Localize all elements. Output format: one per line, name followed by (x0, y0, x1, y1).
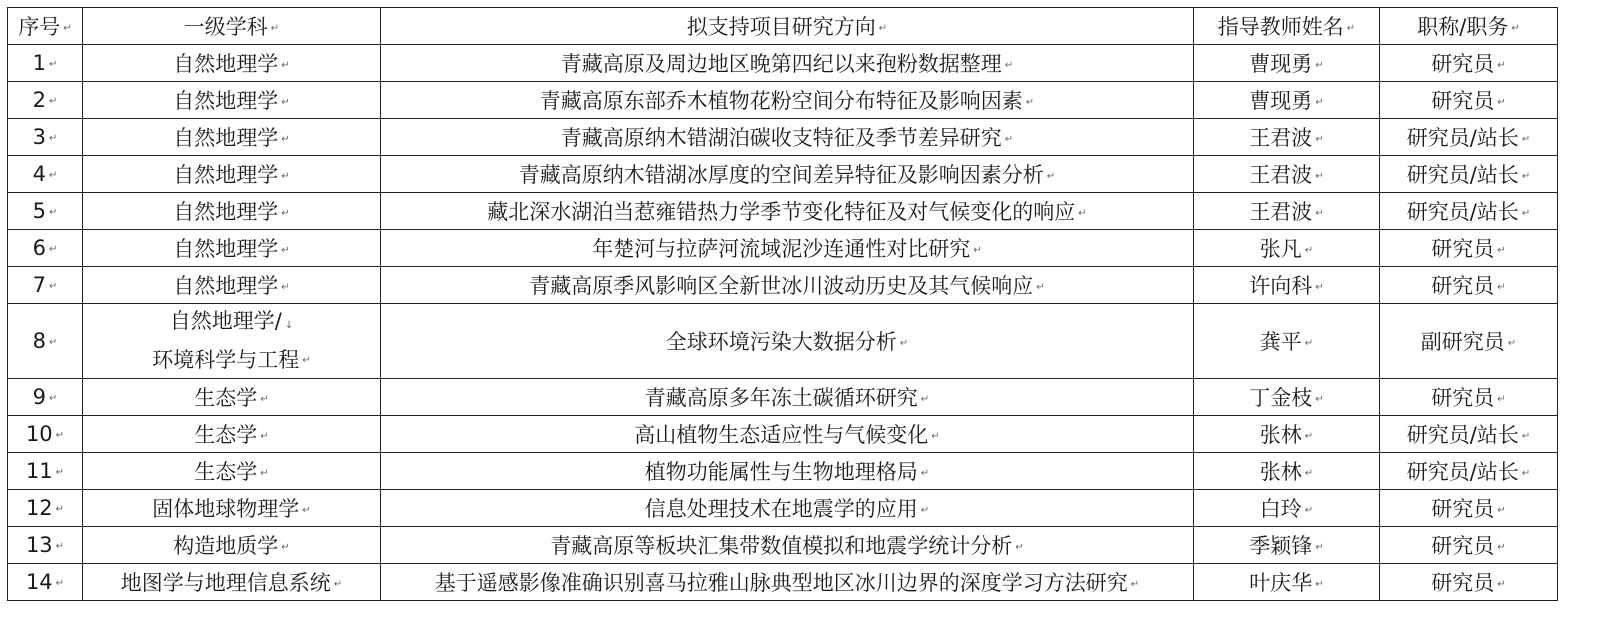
table-header-row (8, 8, 1558, 45)
cell-title: 研究员 ↵ (1380, 379, 1558, 416)
cell-teacher: 季颖锋 ↵ (1194, 527, 1380, 564)
document-page (7, 7, 1558, 601)
cell-subject: 自然地理学 ↵ (83, 267, 381, 304)
cell-subject: 自然地理学 ↵ (83, 45, 381, 82)
cell-no: 13 ↵ (8, 527, 83, 564)
cell-direction: 青藏高原纳木错湖冰厚度的空间差异特征及影响因素分析 ↵ (381, 156, 1194, 193)
table-row (8, 45, 1558, 82)
cell-direction: 青藏高原等板块汇集带数值模拟和地震学统计分析 ↵ (381, 527, 1194, 564)
cell-title: 研究员 ↵ (1380, 267, 1558, 304)
cell-direction: 青藏高原东部乔木植物花粉空间分布特征及影响因素 ↵ (381, 82, 1194, 119)
cell-no: 9 ↵ (8, 379, 83, 416)
header-title: 职称/职务 ↵ (1380, 8, 1558, 45)
cell-title: 研究员 ↵ (1380, 490, 1558, 527)
table-row (8, 527, 1558, 564)
cell-subject: 生态学 ↵ (83, 416, 381, 453)
cell-subject: 生态学 ↵ (83, 379, 381, 416)
table-row (8, 304, 1558, 379)
cell-direction: 信息处理技术在地震学的应用 ↵ (381, 490, 1194, 527)
cell-no: 1 ↵ (8, 45, 83, 82)
cell-title: 副研究员 ↵ (1380, 304, 1558, 379)
cell-direction: 青藏高原纳木错湖泊碳收支特征及季节差异研究 ↵ (381, 119, 1194, 156)
cell-direction: 青藏高原多年冻土碳循环研究 ↵ (381, 379, 1194, 416)
table-row (8, 193, 1558, 230)
table-row (8, 156, 1558, 193)
cell-no: 4 ↵ (8, 156, 83, 193)
table-row (8, 119, 1558, 156)
header-subject: 一级学科 ↵ (83, 8, 381, 45)
cell-no: 3 ↵ (8, 119, 83, 156)
cell-teacher: 张林 ↵ (1194, 416, 1380, 453)
cell-title: 研究员 ↵ (1380, 564, 1558, 601)
cell-subject: 固体地球物理学 ↵ (83, 490, 381, 527)
cell-subject: 构造地质学 ↵ (83, 527, 381, 564)
cell-teacher: 曹现勇 ↵ (1194, 45, 1380, 82)
cell-no: 5 ↵ (8, 193, 83, 230)
cell-teacher: 龚平 ↵ (1194, 304, 1380, 379)
cell-subject: 生态学 ↵ (83, 453, 381, 490)
table-row (8, 82, 1558, 119)
cell-teacher: 王君波 ↵ (1194, 193, 1380, 230)
cell-subject: 自然地理学 ↵ (83, 156, 381, 193)
table-row (8, 490, 1558, 527)
cell-subject: 自然地理学 ↵ (83, 119, 381, 156)
cell-no: 6 ↵ (8, 230, 83, 267)
cell-no: 11 ↵ (8, 453, 83, 490)
subject-line-1: 自然地理学/ ↓ (170, 309, 293, 333)
cell-no: 12 ↵ (8, 490, 83, 527)
cell-teacher: 曹现勇 ↵ (1194, 82, 1380, 119)
cell-direction: 基于遥感影像准确识别喜马拉雅山脉典型地区冰川边界的深度学习方法研究 ↵ (381, 564, 1194, 601)
cell-direction: 青藏高原及周边地区晚第四纪以来孢粉数据整理 ↵ (381, 45, 1194, 82)
cell-no: 14 ↵ (8, 564, 83, 601)
cell-teacher: 叶庆华 ↵ (1194, 564, 1380, 601)
cell-no: 10 ↵ (8, 416, 83, 453)
cell-teacher: 张林 ↵ (1194, 453, 1380, 490)
cell-direction: 年楚河与拉萨河流域泥沙连通性对比研究 ↵ (381, 230, 1194, 267)
cell-no: 7 ↵ (8, 267, 83, 304)
cell-teacher: 王君波 ↵ (1194, 119, 1380, 156)
cell-title: 研究员 ↵ (1380, 82, 1558, 119)
header-direction: 拟支持项目研究方向 ↵ (381, 8, 1194, 45)
cell-title: 研究员/站长 ↵ (1380, 119, 1558, 156)
cell-title: 研究员/站长 ↵ (1380, 453, 1558, 490)
table-row (8, 564, 1558, 601)
cell-subject: 自然地理学 ↵ (83, 193, 381, 230)
table-row (8, 230, 1558, 267)
table-row (8, 267, 1558, 304)
header-no: 序号 ↵ (8, 8, 83, 45)
cell-no: 2 ↵ (8, 82, 83, 119)
cell-direction: 植物功能属性与生物地理格局 ↵ (381, 453, 1194, 490)
cell-no: 8 ↵ (8, 304, 83, 379)
cell-direction: 全球环境污染大数据分析 ↵ (381, 304, 1194, 379)
cell-subject (83, 304, 381, 379)
cell-teacher: 王君波 ↵ (1194, 156, 1380, 193)
table-row (8, 453, 1558, 490)
cell-title: 研究员/站长 ↵ (1380, 156, 1558, 193)
cell-title: 研究员 ↵ (1380, 527, 1558, 564)
cell-direction: 青藏高原季风影响区全新世冰川波动历史及其气候响应 ↵ (381, 267, 1194, 304)
cell-subject: 自然地理学 ↵ (83, 230, 381, 267)
header-teacher: 指导教师姓名 ↵ (1194, 8, 1380, 45)
subject-line-2: 环境科学与工程 ↵ (152, 348, 310, 372)
cell-teacher: 张凡 ↵ (1194, 230, 1380, 267)
cell-direction: 藏北深水湖泊当惹雍错热力学季节变化特征及对气候变化的响应 ↵ (381, 193, 1194, 230)
cell-subject: 自然地理学 ↵ (83, 82, 381, 119)
cell-teacher: 白玲 ↵ (1194, 490, 1380, 527)
cell-teacher: 丁金枝 ↵ (1194, 379, 1380, 416)
cell-title: 研究员 ↵ (1380, 230, 1558, 267)
cell-subject: 地图学与地理信息系统 ↵ (83, 564, 381, 601)
cell-direction: 高山植物生态适应性与气候变化 ↵ (381, 416, 1194, 453)
table-row (8, 379, 1558, 416)
cell-title: 研究员/站长 ↵ (1380, 193, 1558, 230)
cell-title: 研究员 ↵ (1380, 45, 1558, 82)
cell-teacher: 许向科 ↵ (1194, 267, 1380, 304)
table-row (8, 416, 1558, 453)
project-table (7, 7, 1558, 601)
cell-title: 研究员/站长 ↵ (1380, 416, 1558, 453)
